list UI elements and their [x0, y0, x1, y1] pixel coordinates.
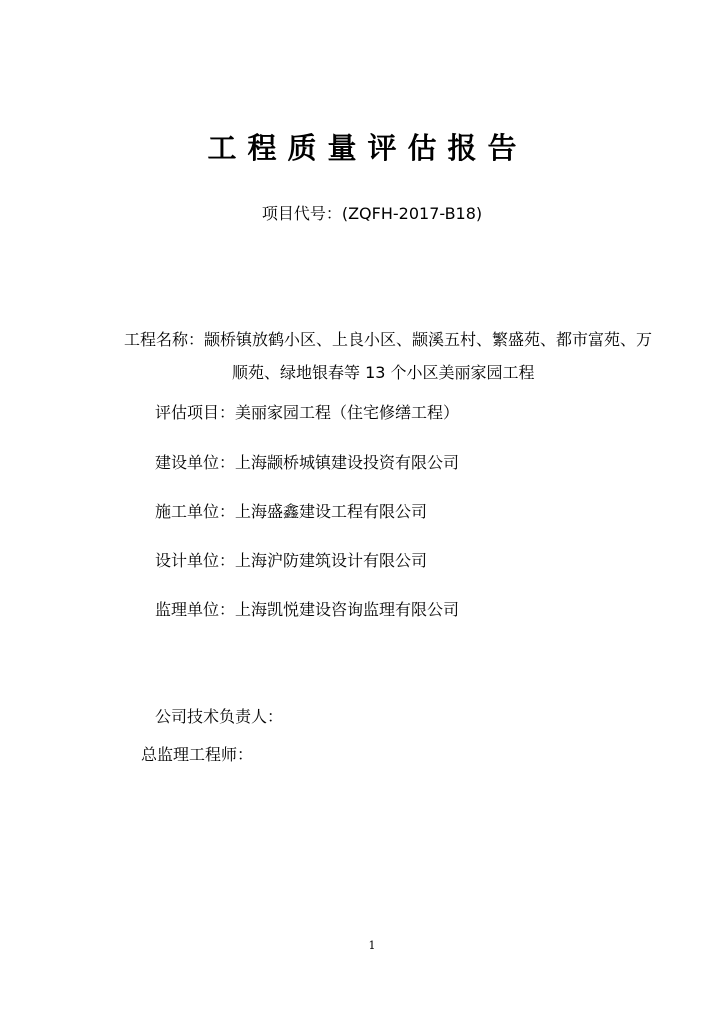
page-number: 1 [368, 939, 376, 952]
evaluation-item: 评估项目：美丽家园工程（住宅修缮工程） [155, 403, 460, 422]
project-code: 项目代号：(ZQFH-2017-B18) [261, 204, 483, 223]
chief-supervisor-signature-label: 总监理工程师： [141, 745, 254, 764]
design-unit: 设计单位：上海沪防建筑设计有限公司 [155, 551, 428, 570]
project-name-line-1: 工程名称：颛桥镇放鹤小区、上良小区、颛溪五村、繁盛苑、都市富苑、万 [124, 330, 653, 349]
tech-lead-signature-label: 公司技术负责人： [155, 707, 284, 726]
supervision-unit: 监理单位：上海凯悦建设咨询监理有限公司 [155, 600, 460, 619]
report-title: 工程质量评估报告 [207, 131, 528, 165]
contractor: 施工单位：上海盛鑫建设工程有限公司 [155, 502, 428, 521]
project-name-line-2: 顺苑、绿地银春等 13 个小区美丽家园工程 [232, 363, 535, 382]
construction-owner: 建设单位：上海颛桥城镇建设投资有限公司 [155, 453, 460, 472]
